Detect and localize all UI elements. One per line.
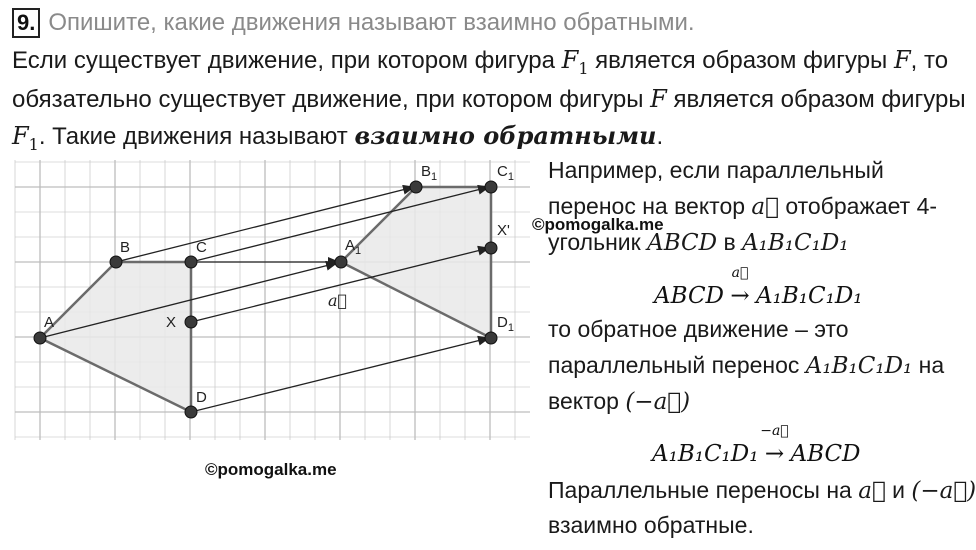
text-span: . — [656, 123, 664, 150]
text-span: обязательно существует движение, при котором фигуры — [12, 86, 651, 113]
symbol-neg-vec-a: (−a⃗) — [625, 389, 691, 415]
right-line-5: то обратное движение – это — [548, 316, 849, 342]
label-a: A — [44, 314, 55, 331]
symbol-a1b1c1d1: A₁B₁C₁D₁ — [742, 230, 849, 256]
term-bold: взаимно обратными — [354, 121, 657, 150]
point-x1 — [485, 242, 497, 254]
right-line-2: перенос на вектор a⃗ отображает 4- — [548, 193, 938, 220]
label-vector-a: a⃗ — [328, 291, 348, 310]
question-number: 9. — [12, 8, 40, 38]
symbol-f1: $F_1$ — [12, 122, 39, 154]
quadrilateral-a1b1c1d1 — [341, 187, 491, 338]
right-line-7: вектор (−a⃗) — [548, 388, 691, 415]
right-line-6: параллельный перенос A₁B₁C₁D₁ на — [548, 352, 945, 379]
text-span: является образом фигуры — [588, 47, 894, 74]
symbol-a1b1c1d1: A₁B₁C₁D₁ — [805, 353, 913, 379]
label-x1: X' — [497, 222, 510, 239]
label-d1: $D_1$ — [497, 314, 514, 334]
point-d1 — [485, 332, 497, 344]
point-a1 — [335, 256, 347, 268]
formula-inverse: A₁B₁C₁D₁ −a⃗ → ABCD — [652, 423, 861, 467]
symbol-abcd: ABCD — [647, 230, 718, 256]
label-b1: $B_1$ — [421, 163, 438, 183]
watermark-1: ©pomogalka.me — [205, 460, 337, 479]
label-c: C — [196, 239, 207, 256]
label-b: B — [120, 239, 131, 256]
point-b — [110, 256, 122, 268]
right-line-3: угольник ABCD в A₁B₁C₁D₁ — [548, 229, 849, 256]
arrow-with-neg-a: −a⃗ → — [760, 423, 789, 467]
right-line-9: Параллельные переносы на a⃗ и (−a⃗) — [548, 477, 976, 504]
formula-forward: ABCD a⃗ → A₁B₁C₁D₁ — [654, 265, 863, 309]
text-span: является образом фигуры — [666, 86, 966, 113]
text-span: , то — [910, 47, 949, 74]
question-text: Опишите, какие движения называют взаимно обратными. — [48, 9, 695, 36]
symbol-vec-a: a⃗ — [751, 194, 779, 220]
point-c1 — [485, 181, 497, 193]
symbol-f: F — [650, 85, 667, 113]
point-x — [185, 316, 197, 328]
point-b1 — [410, 181, 422, 193]
symbol-f1: $F_1$ — [561, 46, 589, 78]
right-line-1: Например, если параллельный — [548, 157, 884, 183]
text-span: . Такие движения называют — [38, 123, 355, 150]
right-line-10: взаимно обратные. — [548, 512, 754, 538]
point-c — [185, 256, 197, 268]
watermark-2: ©pomogalka.me — [532, 215, 664, 234]
arrow-with-a: a⃗ → — [730, 265, 750, 309]
label-c1: $C_1$ — [497, 163, 514, 183]
label-d: D — [196, 389, 207, 406]
point-d — [185, 406, 197, 418]
point-a — [34, 332, 46, 344]
label-x: X — [166, 314, 177, 331]
symbol-f: F — [893, 46, 911, 74]
text-span: Если существует движение, при котором фигура — [12, 47, 562, 74]
label-a1: $A_1$ — [345, 237, 362, 257]
